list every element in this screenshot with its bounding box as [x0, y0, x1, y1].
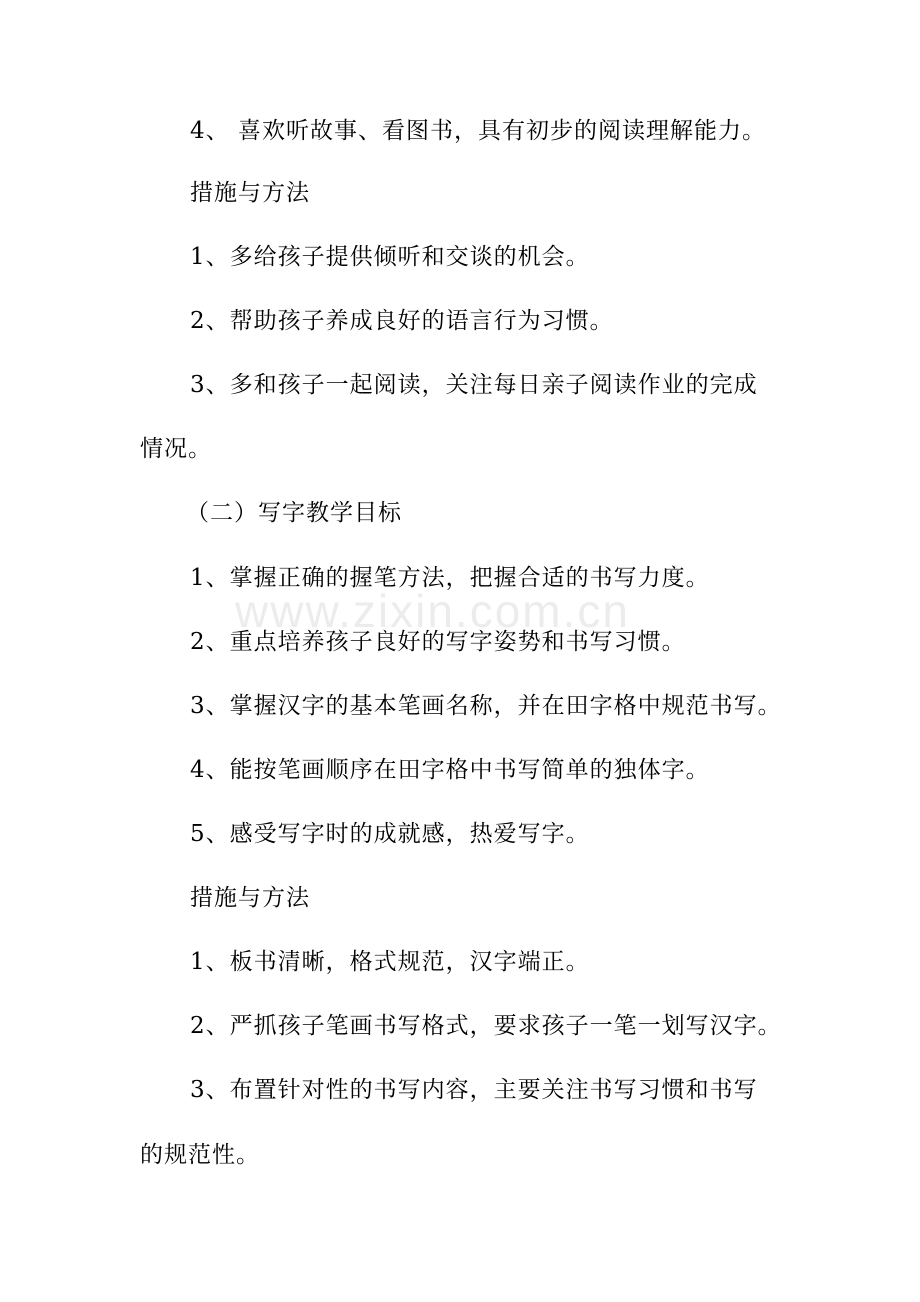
- paragraph-line: 3、多和孩子一起阅读，关注每日亲子阅读作业的完成: [190, 372, 758, 398]
- paragraph-line: 4、能按笔画顺序在田字格中书写简单的独体字。: [190, 757, 710, 783]
- paragraph-line: 5、感受写字时的成就感，热爱写字。: [190, 821, 590, 847]
- section-heading: 措施与方法: [190, 180, 310, 206]
- section-heading: 措施与方法: [190, 885, 310, 911]
- watermark: www.zixin.com.cn: [235, 585, 630, 637]
- paragraph-line: 的规范性。: [140, 1142, 260, 1168]
- paragraph-line: 1、多给孩子提供倾听和交谈的机会。: [190, 244, 590, 270]
- paragraph-line: 2、帮助孩子养成良好的语言行为习惯。: [190, 308, 614, 334]
- paragraph-line: 2、严抓孩子笔画书写格式，要求孩子一笔一划写汉字。: [190, 1013, 782, 1039]
- paragraph-line: 1、掌握正确的握笔方法，把握合适的书写力度。: [190, 565, 710, 591]
- paragraph-line: 3、掌握汉字的基本笔画名称，并在田字格中规范书写。: [190, 693, 782, 719]
- paragraph-line: 4、 喜欢听故事、看图书，具有初步的阅读理解能力。: [190, 118, 766, 144]
- paragraph-line: 1、板书清晰，格式规范，汉字端正。: [190, 949, 590, 975]
- paragraph-line: 3、布置针对性的书写内容，主要关注书写习惯和书写: [190, 1077, 758, 1103]
- paragraph-line: 情况。: [140, 436, 212, 462]
- section-heading: （二）写字教学目标: [186, 500, 402, 526]
- paragraph-line: 2、重点培养孩子良好的写字姿势和书写习惯。: [190, 629, 686, 655]
